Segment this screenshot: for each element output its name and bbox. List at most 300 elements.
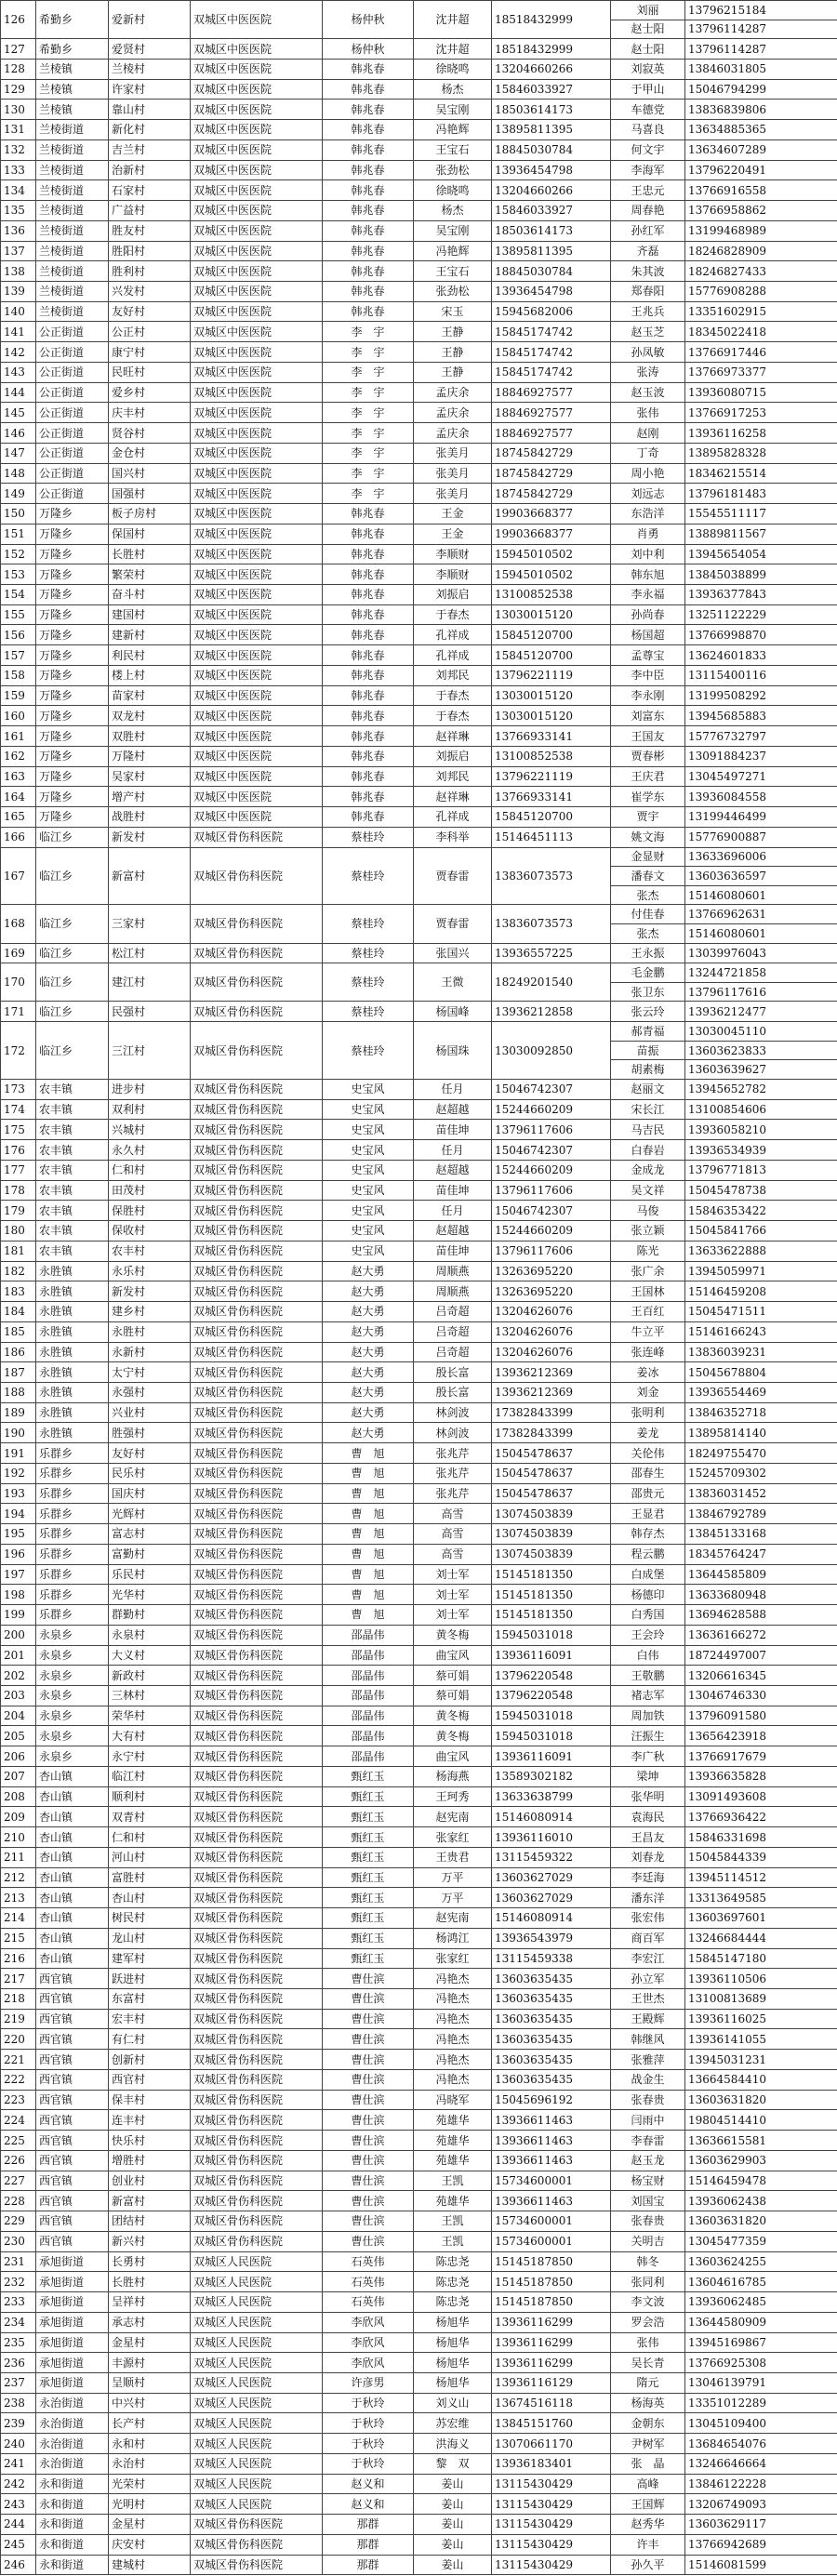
doctor-lead: 李 宇 bbox=[323, 362, 414, 382]
village-contact: 张 晶 bbox=[611, 2453, 685, 2474]
village: 繁荣村 bbox=[109, 564, 191, 585]
hospital: 双城区骨伤科医院 bbox=[191, 1221, 323, 1242]
hospital: 双城区骨伤科医院 bbox=[191, 1362, 323, 1383]
village-contact: 白成堡 bbox=[611, 1564, 685, 1585]
doctor-lead: 邵晶伟 bbox=[323, 1686, 414, 1706]
doctor: 冯艳杰 bbox=[414, 1969, 492, 1989]
row-number: 134 bbox=[1, 180, 36, 201]
table-row bbox=[1, 1099, 837, 1120]
doctor: 于春杰 bbox=[414, 604, 492, 625]
doctor: 李科举 bbox=[414, 827, 492, 847]
township: 西官镇 bbox=[36, 1989, 109, 2010]
doctor-phone: 13936116299 bbox=[492, 2332, 611, 2353]
village-contact: 牛立平 bbox=[611, 1321, 685, 1342]
township: 农丰镇 bbox=[36, 1241, 109, 1261]
village-contact: 邵春生 bbox=[611, 1463, 685, 1483]
doctor-lead: 韩兆春 bbox=[323, 625, 414, 645]
table-row bbox=[1, 847, 837, 867]
row-number: 188 bbox=[1, 1382, 36, 1402]
table-row bbox=[1, 1928, 837, 1948]
township: 杏山镇 bbox=[36, 1847, 109, 1867]
doctor-phone: 13115459322 bbox=[492, 1847, 611, 1867]
village: 建江村 bbox=[109, 963, 191, 1002]
doctor: 高雪 bbox=[414, 1524, 492, 1545]
township: 西官镇 bbox=[36, 2131, 109, 2151]
row-number: 240 bbox=[1, 2434, 36, 2454]
doctor-lead: 韩兆春 bbox=[323, 220, 414, 241]
doctor-lead: 曹仕滨 bbox=[323, 2050, 414, 2070]
village: 双青村 bbox=[109, 1807, 191, 1827]
village-contact: 肖勇 bbox=[611, 524, 685, 544]
doctor-lead: 李 宇 bbox=[323, 342, 414, 363]
table-row bbox=[1, 1706, 837, 1726]
village-contact-phone: 13945685883 bbox=[685, 706, 837, 726]
row-number: 213 bbox=[1, 1888, 36, 1908]
village-contact-phone: 13945031231 bbox=[685, 2050, 837, 2070]
doctor-lead: 曹 旭 bbox=[323, 1544, 414, 1564]
village-contact-phone: 13766917679 bbox=[685, 1746, 837, 1767]
hospital: 双城区骨伤科医院 bbox=[191, 1321, 323, 1342]
village-contact-phone: 13624601833 bbox=[685, 645, 837, 666]
township: 永和街道 bbox=[36, 2494, 109, 2515]
village-contact-phone: 13604616785 bbox=[685, 2272, 837, 2292]
village-contact: 朱其波 bbox=[611, 261, 685, 282]
village-contact: 刘金 bbox=[611, 1382, 685, 1402]
township: 永泉乡 bbox=[36, 1645, 109, 1666]
doctor-lead: 甄红玉 bbox=[323, 1888, 414, 1908]
table-row bbox=[1, 2090, 837, 2110]
table-row bbox=[1, 827, 837, 847]
township: 西官镇 bbox=[36, 2110, 109, 2131]
table-row bbox=[1, 1321, 837, 1342]
township: 临江乡 bbox=[36, 905, 109, 943]
village-contact: 王敬鹏 bbox=[611, 1666, 685, 1686]
doctor-phone: 13074503839 bbox=[492, 1544, 611, 1564]
village: 永新村 bbox=[109, 1342, 191, 1362]
village: 保收村 bbox=[109, 1221, 191, 1242]
table-row bbox=[1, 1423, 837, 1443]
hospital: 双城区骨伤科医院 bbox=[191, 2191, 323, 2211]
doctor-lead: 甄红玉 bbox=[323, 1847, 414, 1867]
doctor-lead: 甄红玉 bbox=[323, 1928, 414, 1948]
table-row bbox=[1, 1766, 837, 1786]
village-contact: 刘丽 bbox=[611, 1, 685, 20]
doctor-phone: 13674516118 bbox=[492, 2393, 611, 2413]
hospital: 双城区人民医院 bbox=[191, 2494, 323, 2515]
township: 公正街道 bbox=[36, 443, 109, 463]
village: 战胜村 bbox=[109, 807, 191, 828]
doctor: 赵超越 bbox=[414, 1221, 492, 1242]
village: 荣华村 bbox=[109, 1706, 191, 1726]
doctor-lead: 韩兆春 bbox=[323, 685, 414, 706]
township: 乐群乡 bbox=[36, 1524, 109, 1545]
row-number: 228 bbox=[1, 2191, 36, 2211]
village: 爱新村 bbox=[109, 1, 191, 39]
table-row bbox=[1, 746, 837, 766]
doctor-phone: 13589302182 bbox=[492, 1766, 611, 1786]
doctor-lead: 韩兆春 bbox=[323, 301, 414, 322]
village-contact-phone: 18246827433 bbox=[685, 261, 837, 282]
village-contact-phone: 13603629903 bbox=[685, 2150, 837, 2171]
table-row bbox=[1, 1746, 837, 1767]
township: 兰棱街道 bbox=[36, 180, 109, 201]
table-row bbox=[1, 766, 837, 787]
village: 吉兰村 bbox=[109, 139, 191, 160]
village-contact: 齐磊 bbox=[611, 241, 685, 261]
village-contact: 赵士阳 bbox=[611, 39, 685, 60]
doctor-lead: 曹仕滨 bbox=[323, 2150, 414, 2171]
village: 田茂村 bbox=[109, 1180, 191, 1201]
doctor-lead: 李 宇 bbox=[323, 443, 414, 463]
doctor: 孔祥成 bbox=[414, 625, 492, 645]
village-contact-phone: 13945169867 bbox=[685, 2332, 837, 2353]
row-number: 135 bbox=[1, 201, 36, 221]
doctor-phone: 15145181350 bbox=[492, 1564, 611, 1585]
doctor-phone: 13796221119 bbox=[492, 766, 611, 787]
township: 临江乡 bbox=[36, 963, 109, 1002]
table-row bbox=[1, 1524, 837, 1545]
township: 西官镇 bbox=[36, 2029, 109, 2050]
township: 兰棱街道 bbox=[36, 139, 109, 160]
township: 公正街道 bbox=[36, 484, 109, 504]
village: 建国村 bbox=[109, 604, 191, 625]
table-row bbox=[1, 1221, 837, 1242]
hospital: 双城区中医医院 bbox=[191, 261, 323, 282]
table-row bbox=[1, 1504, 837, 1524]
doctor-phone: 13796117606 bbox=[492, 1180, 611, 1201]
village-contact-phone: 13046746330 bbox=[685, 1686, 837, 1706]
village-contact: 张伟 bbox=[611, 403, 685, 423]
doctor-lead: 甄红玉 bbox=[323, 1908, 414, 1929]
township: 永胜镇 bbox=[36, 1321, 109, 1342]
hospital: 双城区骨伤科医院 bbox=[191, 1585, 323, 1605]
doctor-lead: 曹仕滨 bbox=[323, 2211, 414, 2232]
village: 三林村 bbox=[109, 1686, 191, 1706]
village-contact: 赵玉芝 bbox=[611, 322, 685, 342]
township: 公正街道 bbox=[36, 322, 109, 342]
village-contact-phone: 13766998870 bbox=[685, 625, 837, 645]
hospital: 双城区中医医院 bbox=[191, 120, 323, 140]
village: 长胜村 bbox=[109, 2272, 191, 2292]
village-contact-phone: 13766917446 bbox=[685, 342, 837, 363]
village-contact: 张伟 bbox=[611, 2332, 685, 2353]
village: 吴家村 bbox=[109, 766, 191, 787]
village-contact-phone: 15045678804 bbox=[685, 1362, 837, 1383]
hospital: 双城区中医医院 bbox=[191, 282, 323, 302]
doctor-lead: 那群 bbox=[323, 2555, 414, 2575]
doctor-phone: 15845120700 bbox=[492, 645, 611, 666]
doctor-phone: 13936212369 bbox=[492, 1382, 611, 1402]
row-number: 181 bbox=[1, 1241, 36, 1261]
village-contact: 东浩洋 bbox=[611, 504, 685, 524]
village-contact-phone: 13633680948 bbox=[685, 1585, 837, 1605]
village: 仁和村 bbox=[109, 1827, 191, 1848]
hospital: 双城区骨伤科医院 bbox=[191, 1605, 323, 1626]
village: 靠山村 bbox=[109, 100, 191, 120]
doctor-lead: 赵大勇 bbox=[323, 1362, 414, 1383]
township: 乐群乡 bbox=[36, 1504, 109, 1524]
hospital: 双城区中医医院 bbox=[191, 726, 323, 747]
hospital: 双城区骨伤科医院 bbox=[191, 1847, 323, 1867]
township: 农丰镇 bbox=[36, 1099, 109, 1120]
table-row bbox=[1, 943, 837, 963]
village-contact-phone: 13030045110 bbox=[685, 1022, 837, 1042]
village-contact-phone: 13846122228 bbox=[685, 2474, 837, 2494]
doctor-phone: 15945031018 bbox=[492, 1706, 611, 1726]
village-contact: 金朝东 bbox=[611, 2413, 685, 2434]
doctor: 于春杰 bbox=[414, 685, 492, 706]
village: 河山村 bbox=[109, 1847, 191, 1867]
village: 长产村 bbox=[109, 2413, 191, 2434]
village-contact: 贾宇 bbox=[611, 807, 685, 828]
row-number: 166 bbox=[1, 827, 36, 847]
village-contact-phone: 13945114512 bbox=[685, 1867, 837, 1888]
doctor-lead: 韩兆春 bbox=[323, 241, 414, 261]
hospital: 双城区中医医院 bbox=[191, 39, 323, 60]
doctor-lead: 石英伟 bbox=[323, 2272, 414, 2292]
doctor-lead: 曹仕滨 bbox=[323, 1989, 414, 2010]
doctor-lead: 李欣风 bbox=[323, 2332, 414, 2353]
row-number: 184 bbox=[1, 1302, 36, 1322]
hospital: 双城区中医医院 bbox=[191, 423, 323, 444]
doctor: 刘邦民 bbox=[414, 766, 492, 787]
doctor: 周顺燕 bbox=[414, 1281, 492, 1302]
hospital: 双城区骨伤科医院 bbox=[191, 1746, 323, 1767]
hospital: 双城区中医医院 bbox=[191, 504, 323, 524]
village: 呈祥村 bbox=[109, 2292, 191, 2313]
village: 农丰村 bbox=[109, 1241, 191, 1261]
township: 兰棱街道 bbox=[36, 201, 109, 221]
village-contact-phone: 13206749093 bbox=[685, 2494, 837, 2515]
table-row bbox=[1, 2029, 837, 2050]
village-contact-phone: 13244721858 bbox=[685, 963, 837, 983]
table-row bbox=[1, 59, 837, 79]
doctor-phone: 13030015120 bbox=[492, 706, 611, 726]
township: 永治街道 bbox=[36, 2453, 109, 2474]
row-number: 210 bbox=[1, 1827, 36, 1848]
village-contact-phone: 13684654076 bbox=[685, 2434, 837, 2454]
table-row bbox=[1, 423, 837, 444]
doctor-lead: 甄红玉 bbox=[323, 1827, 414, 1848]
table-row bbox=[1, 2453, 837, 2474]
village: 永久村 bbox=[109, 1140, 191, 1161]
village: 富胜村 bbox=[109, 1867, 191, 1888]
village-contact-phone: 13644580909 bbox=[685, 2312, 837, 2332]
hospital: 双城区骨伤科医院 bbox=[191, 1201, 323, 1221]
village-contact: 张同利 bbox=[611, 2272, 685, 2292]
doctor-phone: 13936116129 bbox=[492, 2372, 611, 2393]
row-number: 199 bbox=[1, 1605, 36, 1626]
row-number: 161 bbox=[1, 726, 36, 747]
row-number: 140 bbox=[1, 301, 36, 322]
hospital: 双城区骨伤科医院 bbox=[191, 1544, 323, 1564]
village-contact-phone: 15045844339 bbox=[685, 1847, 837, 1867]
doctor-phone: 13204660266 bbox=[492, 59, 611, 79]
village-contact: 刘远志 bbox=[611, 484, 685, 504]
doctor: 姜山 bbox=[414, 2474, 492, 2494]
doctor: 冯晓军 bbox=[414, 2090, 492, 2110]
township: 万隆乡 bbox=[36, 524, 109, 544]
village-contact-phone: 13351012289 bbox=[685, 2393, 837, 2413]
township: 永泉乡 bbox=[36, 1746, 109, 1767]
village-contact: 姜龙 bbox=[611, 1423, 685, 1443]
doctor-phone: 15845120700 bbox=[492, 807, 611, 828]
doctor-phone: 15734600001 bbox=[492, 2231, 611, 2251]
table-row bbox=[1, 2434, 837, 2454]
table-row bbox=[1, 504, 837, 524]
doctor-lead: 赵大勇 bbox=[323, 1402, 414, 1423]
village-contact: 张春贵 bbox=[611, 2090, 685, 2110]
row-number: 131 bbox=[1, 120, 36, 140]
doctor-phone: 13070661170 bbox=[492, 2434, 611, 2454]
table-row bbox=[1, 1645, 837, 1666]
doctor: 张国兴 bbox=[414, 943, 492, 963]
township: 西官镇 bbox=[36, 2171, 109, 2191]
row-number: 202 bbox=[1, 1666, 36, 1686]
row-number: 145 bbox=[1, 403, 36, 423]
village-contact-phone: 13796091580 bbox=[685, 1706, 837, 1726]
doctor: 苑雄华 bbox=[414, 2150, 492, 2171]
doctor: 张美月 bbox=[414, 463, 492, 484]
doctor-phone: 13030015120 bbox=[492, 604, 611, 625]
village: 利民村 bbox=[109, 645, 191, 666]
village: 胜友村 bbox=[109, 220, 191, 241]
hospital: 双城区骨伤科医院 bbox=[191, 1302, 323, 1322]
village: 永乐村 bbox=[109, 1261, 191, 1281]
township: 永胜镇 bbox=[36, 1402, 109, 1423]
doctor: 冯艳辉 bbox=[414, 120, 492, 140]
village: 群勤村 bbox=[109, 1605, 191, 1626]
village-contact: 战金生 bbox=[611, 2069, 685, 2090]
doctor-phone: 15845174742 bbox=[492, 322, 611, 342]
doctor-lead: 韩兆春 bbox=[323, 746, 414, 766]
hospital: 双城区骨伤科医院 bbox=[191, 1140, 323, 1161]
doctor-lead: 邵晶伟 bbox=[323, 1666, 414, 1686]
township: 临江乡 bbox=[36, 1002, 109, 1022]
township: 万隆乡 bbox=[36, 726, 109, 747]
doctor: 孔祥成 bbox=[414, 807, 492, 828]
village-contact: 赵玉龙 bbox=[611, 2150, 685, 2171]
village-contact: 李宏江 bbox=[611, 1948, 685, 1969]
doctor: 蔡可娟 bbox=[414, 1666, 492, 1686]
table-row bbox=[1, 1302, 837, 1322]
township: 乐群乡 bbox=[36, 1463, 109, 1483]
row-number: 158 bbox=[1, 665, 36, 685]
doctor: 黄冬梅 bbox=[414, 1706, 492, 1726]
row-number: 149 bbox=[1, 484, 36, 504]
doctor-lead: 李欣风 bbox=[323, 2312, 414, 2332]
village: 友好村 bbox=[109, 301, 191, 322]
village-contact: 李廷海 bbox=[611, 1867, 685, 1888]
township: 永泉乡 bbox=[36, 1666, 109, 1686]
doctor: 李顺财 bbox=[414, 564, 492, 585]
doctor-lead: 蔡桂玲 bbox=[323, 1002, 414, 1022]
village-contact: 周加铁 bbox=[611, 1706, 685, 1726]
village-contact: 吴文祥 bbox=[611, 1180, 685, 1201]
township: 万隆乡 bbox=[36, 787, 109, 807]
doctor: 蔡可娟 bbox=[414, 1686, 492, 1706]
township: 兰棱街道 bbox=[36, 120, 109, 140]
doctor: 林剑波 bbox=[414, 1402, 492, 1423]
township: 兰棱街道 bbox=[36, 301, 109, 322]
doctor-phone: 13115459338 bbox=[492, 1948, 611, 1969]
township: 万隆乡 bbox=[36, 504, 109, 524]
village-contact: 张杰 bbox=[611, 923, 685, 943]
village-contact-phone: 13633622888 bbox=[685, 1241, 837, 1261]
doctor-lead: 韩兆春 bbox=[323, 100, 414, 120]
row-number: 232 bbox=[1, 2272, 36, 2292]
township: 临江乡 bbox=[36, 943, 109, 963]
doctor-lead: 赵大勇 bbox=[323, 1321, 414, 1342]
hospital: 双城区中医医院 bbox=[191, 220, 323, 241]
village-contact-phone: 13644585809 bbox=[685, 1564, 837, 1585]
township: 永和街道 bbox=[36, 2515, 109, 2535]
table-row bbox=[1, 1241, 837, 1261]
doctor: 杨旭华 bbox=[414, 2312, 492, 2332]
village-contact-phone: 13045477359 bbox=[685, 2231, 837, 2251]
township: 西官镇 bbox=[36, 2191, 109, 2211]
village-contact: 商百军 bbox=[611, 1928, 685, 1948]
village-contact-phone: 18249755470 bbox=[685, 1443, 837, 1464]
row-number: 127 bbox=[1, 39, 36, 60]
village-contact: 孙红军 bbox=[611, 220, 685, 241]
table-row bbox=[1, 2191, 837, 2211]
village-contact: 张春贵 bbox=[611, 2211, 685, 2232]
doctor-phone: 13263695220 bbox=[492, 1261, 611, 1281]
doctor: 刘振启 bbox=[414, 746, 492, 766]
doctor-phone: 13936116299 bbox=[492, 2353, 611, 2373]
hospital: 双城区中医医院 bbox=[191, 443, 323, 463]
hospital: 双城区中医医院 bbox=[191, 625, 323, 645]
village: 双利村 bbox=[109, 1099, 191, 1120]
row-number: 226 bbox=[1, 2150, 36, 2171]
village: 团结村 bbox=[109, 2211, 191, 2232]
hospital: 双城区骨伤科医院 bbox=[191, 1160, 323, 1180]
doctor: 苑雄华 bbox=[414, 2131, 492, 2151]
doctor: 赵宪南 bbox=[414, 1908, 492, 1929]
row-number: 206 bbox=[1, 1746, 36, 1767]
table-row bbox=[1, 544, 837, 564]
village: 建城村 bbox=[109, 2555, 191, 2575]
village: 双胜村 bbox=[109, 726, 191, 747]
village-contact: 赵刚 bbox=[611, 423, 685, 444]
village-contact-phone: 13936116258 bbox=[685, 423, 837, 444]
doctor: 王宝石 bbox=[414, 261, 492, 282]
table-row bbox=[1, 1786, 837, 1807]
hospital: 双城区中医医院 bbox=[191, 403, 323, 423]
village-contact: 韩继风 bbox=[611, 2029, 685, 2050]
doctor-phone: 13845151760 bbox=[492, 2413, 611, 2434]
table-row bbox=[1, 261, 837, 282]
doctor-phone: 13204626076 bbox=[492, 1342, 611, 1362]
village-contact-phone: 13936534939 bbox=[685, 1140, 837, 1161]
doctor-phone: 13836073573 bbox=[492, 847, 611, 905]
doctor-lead: 邵晶伟 bbox=[323, 1645, 414, 1666]
village-contact-phone: 13636166272 bbox=[685, 1625, 837, 1645]
village-contact-phone: 13846031805 bbox=[685, 59, 837, 79]
township: 永泉乡 bbox=[36, 1686, 109, 1706]
table-row bbox=[1, 301, 837, 322]
doctor: 高雪 bbox=[414, 1544, 492, 1564]
township: 公正街道 bbox=[36, 342, 109, 363]
table-row bbox=[1, 1201, 837, 1221]
doctor: 王宝石 bbox=[414, 139, 492, 160]
village: 长勇村 bbox=[109, 2251, 191, 2272]
village-contact-phone: 13766925308 bbox=[685, 2353, 837, 2373]
doctor: 林剑波 bbox=[414, 1423, 492, 1443]
doctor-lead: 杨仲秋 bbox=[323, 1, 414, 39]
doctor: 王静 bbox=[414, 342, 492, 363]
